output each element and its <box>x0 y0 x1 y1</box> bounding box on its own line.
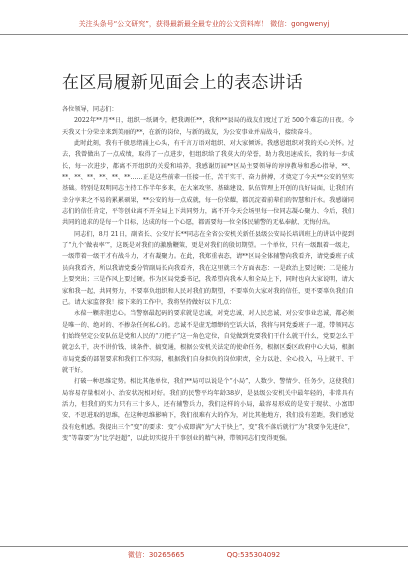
salutation: 各位领导，同志们： <box>62 106 118 113</box>
footer-qq: QQ:535304092 <box>226 551 281 559</box>
header-divider <box>0 34 408 35</box>
footer <box>0 550 408 560</box>
paragraph: 此时此刻，我有千般思绪涌上心头，有千言万语对组织、对大家倾诉。我感恩组织对我的关心关怀。过去，我曾做出了一点成绩，取得了一点进步，但组织给了我莫大的荣誉，助力我迅速成长，我的每一步成长，每一次进步，都离不开组织的关爱和培养，我感谢历届**区局主要领导的谆谆教导和悉心指导，**、**、**、**、**、**、**……正是这些前辈一任接一任，苦干实干、奋力拼搏，才奠定了今天**公安的坚实基础。特别是双明同志主持工作半年多来，在大案攻坚、基础建设、队伍管理上开创的良好局面，让我们有幸分享来之不易的累累硕果，**公安的每一点成就，每一份荣耀，都沉淀着前辈们的智慧和汗水。我感谢同志们的信任肯定，平等创业离不开全局上下共同努力，离不开今天会场里每一位同志凝心聚力、今后，我们共同的追求的是每一个目标，达成的每一个心愿，都需要每一位全体民辅警的无私奉献、无悔付出。 <box>62 140 354 227</box>
paragraph: 打破一种思维定势。相比其他单位，我们**局可以说是个“小局”，人数少、警情少、任务少，这使我们局容易存量相对小、治安状况相对好。我们的民警平均年龄38岁，是县级公安机关中最年轻的，非常具有活力，但我们的实力只有三十多人，还有辅警兵力，我们这样的小局，最容易形成的是安于现状、小富即安、不思进取的思维，在这种思维影响下，我们很难有大的作为，对比其他地方，我们没有差距，我们感觉没有危机感。我提出三个“变”的要求：变“小成即满”为“大干快上”，变“我不落后就行”为“我要争先进位”，变“等靠要”为“比学赶超”，以此切实提升干事创业的精气神，带领同志们变得更强。 <box>62 378 354 442</box>
footer-wechat: 微信：30265665 <box>127 551 185 559</box>
paragraph: 同志们，8月 21日，副省长、公安厅长**同志在全省公安机关新任县级公安局长培训班上的讲话中提到了“九个‘做表率’”，这既是对我们的激励鞭策，更是对我们的殷切期望。一个单位，只有一级跟着一级走，一级带着一级干才有战斗力，才有凝聚力。在此，我郑重表态，请**区局全体辅警向我看齐，请党委班子成员向我看齐，所以我请党委分管副局长向我看齐，我在这里就三个方面表态：一是政治上要过硬；二是能力上要突出；三是作风上要过硬。作为区局党委书记，我希望向我本人和全局上下，同时也向大家说明，请大家和我一起，共同努力，不要辜负组织和人民对我们的期望，不要辜负大家对我的信任，更不要辜负我们自己。请大家监督我！接下来的工作中，我将坚持做好以下几点： <box>62 230 354 306</box>
paragraph: 2022年**月**日，组织一纸调令，把我调任**，我和**县局的战友们度过了近 500个难忘的日夜。今天我又十分荣幸来到美丽的**，在新的岗位，与新的战友，为公安事业并肩战斗，接续奋斗。 <box>62 117 354 136</box>
header-banner[interactable]: 关注头条号“公文研究”，获得最新最全最专业的公文资料库！ 微信：gongwenyj <box>78 20 330 28</box>
paragraph: 永葆一颗赤胆忠心。当警察最起码的要求就是忠诚，对党忠诚、对人民忠诚、对公安事业忠诚，都必须是唯一的、绝对的、不掺杂任何私心的。忠诚不是虚无缥缈的空话大话，我将与同党委班子一道，带领同志们始终坚定公安队伍是党和人民的“刀把子”这一角色定位，自觉做到党要我们干什么就干什么，党要怎么干就怎么干，决不讲价钱、谈条件、搞变通，根据公安机关法定的使命任务，根据区委区政府中心大局，根据市局党委的部署要求和我们工作实际，根据我们自身担负的岗位职责，全力以赴、全心投入，马上就干、干就干好。 <box>62 310 354 374</box>
document-title: 在区局履新见面会上的表态讲话 <box>62 73 303 94</box>
footer-divider <box>0 546 408 547</box>
document-body <box>62 104 354 444</box>
